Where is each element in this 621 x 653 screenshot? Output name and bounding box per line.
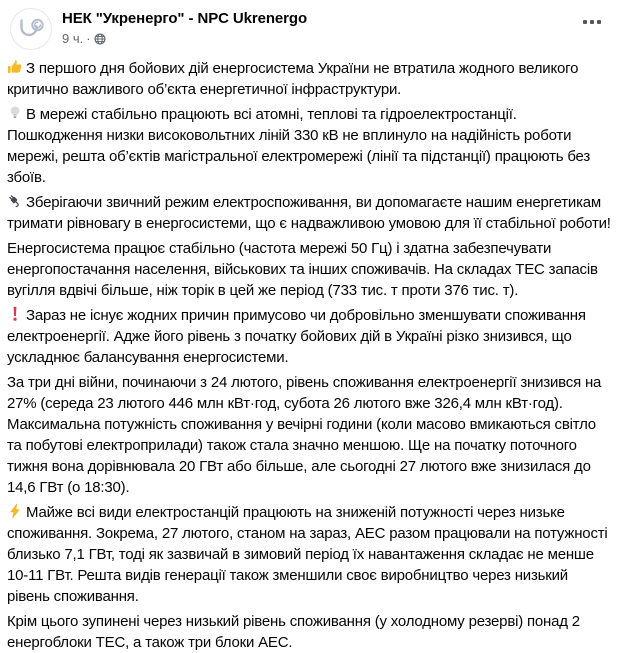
thumbs-up-emoji (7, 59, 23, 75)
light-bulb-emoji (7, 105, 23, 121)
header-meta (62, 8, 307, 47)
red-exclamation-emoji (7, 306, 23, 322)
post-paragraph: В мережі стабільно працюють всі атомні, теплові та гідроелектростанції. Пошкодження низки високовольтних ліній 330 кВ не вплинуло на надійність роботи мережі, решта об’єктів магістральної електромережі (лінії та підстанції) працюють без збоїв. (7, 106, 591, 186)
electric-plug-emoji (7, 193, 23, 209)
post-content (0, 54, 621, 653)
post-paragraph: Майже всі види електростанцій працюють на зниженій потужності через низьке споживання. Зокрема, 27 лютого, станом на зараз, АЕС разом працювали на потужності близько 7,1 ГВт, тоді як зазвичай в зимовий період їх навантаження складає не менше 10-11 ГВт. Решта видів генерації також зменшили своє виробництво через низький рівень споживання. (7, 504, 608, 605)
post-header (0, 0, 621, 54)
post-paragraph: Зберігаючи звичний режим електроспоживання, ви допомагаєте нашим енергетикам тримати рівновагу в енергосистеми, що є надважливою умовою для її стабільної роботи! (7, 194, 611, 232)
ukrenergo-logo (11, 7, 51, 52)
post-paragraph: З першого дня бойових дій енергосистема України не втратила жодного великого критично важливого об’єкта енергетичної інфраструктури. (7, 60, 579, 98)
post-paragraph: Зараз не існує жодних причин примусово чи добровільно зменшувати споживання електроенергії. Адже його рівень з початку бойових дій в Україні різко знизився, що ускладнює балансування енергосистеми. (7, 307, 586, 366)
post-meta (62, 31, 307, 47)
lightning-bolt-emoji (7, 503, 23, 519)
author-name[interactable]: НЕК "Укренерго" - NPC Ukrenergo (62, 10, 308, 27)
post-paragraph: За три дні війни, починаючи з 24 лютого, рівень споживання електроенергії знизився на 27% (середа 23 лютого 446 млн кВт·год, субота 26 лютого вже 326,4 млн кВт·год). Максимальна потужність споживання у вечірні години (коли масово вмикаються світло та побутові електроприлади) також стала значно меншою. Ще на початку поточного тижня вона дорівнювала 20 ГВт або більше, але сьогодні 27 лютого вже знизилася до 14,6 ГВт (о 18:30). (7, 374, 602, 496)
globe-icon (94, 33, 106, 45)
more-options-button[interactable] (579, 14, 605, 30)
post-paragraph: Енергосистема працює стабільно (частота мережі 50 Гц) і здатна забезпечувати енергопостачання населення, військових та інших споживачів. На складах ТЕС запасів вугілля вдвічі більше, ніж торік в цей же період (733 тис. т проти 376 тис. т). (7, 240, 598, 299)
post-paragraph: Крім цього зупинені через низький рівень споживання (у холодному резерві) понад 2 енергоблоки ТЕС, а також три блоки АЕС. (7, 613, 580, 651)
meta-separator: · (86, 31, 91, 46)
timestamp[interactable]: 9 ч. (62, 31, 84, 46)
avatar[interactable] (10, 8, 52, 50)
